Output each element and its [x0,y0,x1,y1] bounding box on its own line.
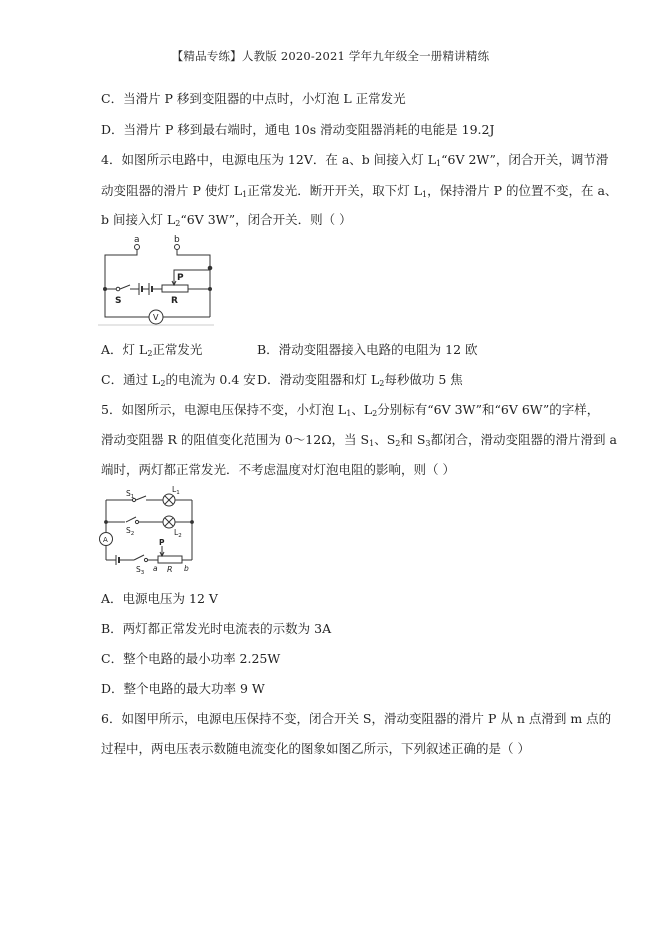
q5-stem-line-1: 5．如图所示，电源电压保持不变，小灯泡 $L_1$、$L_2$分别标有“6V 3W”和“6V 6W”的字样， [101,402,600,418]
q6-stem-line-1: 6．如图甲所示，电源电压保持不变，闭合开关 S，滑动变阻器的滑片 P 从 n 点滑到 m 点的 [101,711,612,726]
label-p: P [177,273,184,283]
label-v: V [153,313,159,322]
q4-option-b: B．滑动变阻器接入电路的电阻为 12 欧 [257,342,478,357]
label-a-meter: A [103,536,108,544]
label-l2: $L_2$ [174,528,182,539]
q4-option-d: D．滑动变阻器和灯 $L_2$每秒做功 5 焦 [257,372,463,388]
q3-option-d: D．当滑片 P 移到最右端时，通电 10s 滑动变阻器消耗的电能是 19.2J [101,122,495,137]
label-a: a [134,235,140,245]
label-s: S [115,296,122,306]
q4-stem-line-3: b 间接入灯 $L_2“6V$ 3W”，闭合开关．则（ ） [101,212,352,228]
q3-option-c: C．当滑片 P 移到变阻器的中点时，小灯泡 L 正常发光 [101,91,406,106]
q4-option-a: A．灯 $L_2$正常发光 [101,342,203,358]
label-p: P [159,538,165,547]
switch-s3 [134,555,144,560]
label-a-end: a [153,564,158,573]
rheostat-r [162,285,188,292]
label-b: b [174,235,180,245]
q5-option-a: A．电源电压为 12 V [101,591,218,606]
q4-option-c: C．通过 $L_2$的电流为 0.4 安 [101,372,256,388]
q5-circuit-diagram [96,486,208,576]
label-s1: $S_1$ [126,489,135,500]
q4-stem-line-2: 动变阻器的滑片 P 使灯 $L_1$正常发光．断开开关，取下灯 $L_1$，保持滑片 P 的位置不变，在 a、 [101,183,618,199]
q6-stem-line-2: 过程中，两电压表示数随电流变化的图象如图乙所示，下列叙述正确的是（ ） [101,741,530,756]
label-r: R [167,565,173,574]
label-l1: $L_1$ [172,486,180,496]
label-s3: $S_3$ [136,565,145,576]
terminal-a [135,245,140,250]
q5-stem-line-2: 滑动变阻器 R 的阻值变化范围为 0～12Ω，当 $S_1$、$S_2$和 $S_3$都闭合，滑动变阻器的滑片滑到 a [101,432,617,448]
q5-option-b: B．两灯都正常发光时电流表的示数为 3A [101,621,332,636]
label-r: R [171,296,178,306]
rheostat-r [158,556,182,563]
q4-circuit-diagram [96,232,220,330]
label-b-end: b [184,564,189,573]
q5-stem-line-3: 端时，两灯都正常发光．不考虑温度对灯泡电阻的影响，则（ ） [101,462,455,477]
switch-s [116,287,120,291]
q4-stem-line-1: 4．如图所示电路中，电源电压为 12V．在 a、b 间接入灯 $L_1“6V$ 2W”，闭合开关，调节滑 [101,152,609,168]
q5-option-c: C．整个电路的最小功率 2.25W [101,651,281,666]
q5-option-d: D．整个电路的最大功率 9 W [101,681,265,696]
page-header: 【精品专练】人教版 2020-2021 学年九年级全一册精讲精练 [171,49,490,63]
terminal-b [175,245,180,250]
switch-s1 [136,496,146,500]
switch-s2 [126,517,136,522]
label-s2: $S_2$ [126,526,135,537]
